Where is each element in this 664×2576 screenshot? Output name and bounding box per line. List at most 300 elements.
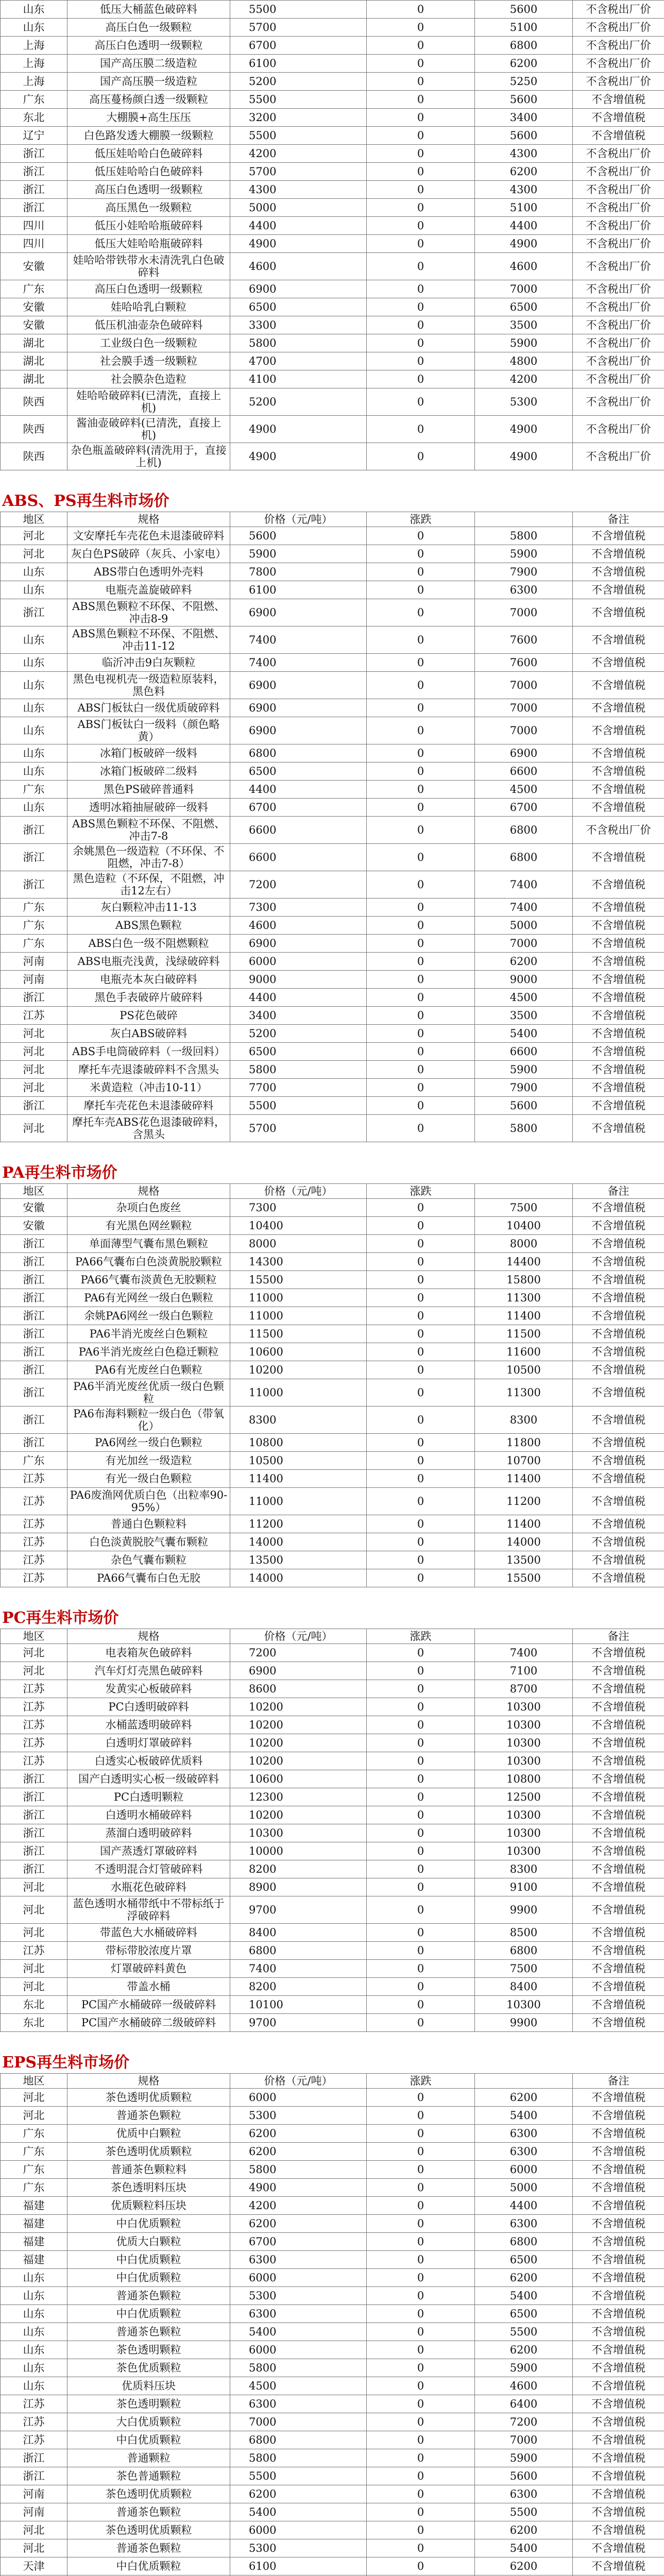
- price-cell: 14300: [230, 1253, 367, 1271]
- note-cell: 不含增值税: [573, 717, 664, 744]
- spec-cell: 娃哈哈带铁带水未清洗乳白色破碎料: [67, 253, 230, 280]
- change-cell: 0: [367, 1007, 475, 1025]
- table-row: [1, 1533, 664, 1551]
- note-cell: 不含增值税: [573, 1470, 664, 1488]
- price-cell: 4900: [230, 416, 367, 443]
- price2-cell: 10500: [475, 1361, 573, 1379]
- region-cell: 浙江: [1, 1434, 67, 1452]
- note-cell: 不含税出厂价: [573, 181, 664, 199]
- spec-cell: 摩托车壳退漆破碎料不含黑头: [67, 1061, 230, 1079]
- change-cell: 0: [367, 762, 475, 781]
- price-cell: 6900: [230, 699, 367, 717]
- change-cell: 0: [367, 1680, 475, 1698]
- change-cell: 0: [367, 1452, 475, 1470]
- region-cell: 河北: [1, 1079, 67, 1097]
- note-cell: 不含增值税: [573, 1271, 664, 1289]
- price2-cell: 10300: [475, 1824, 573, 1842]
- price-cell: 10600: [230, 1770, 367, 1788]
- price-cell: 6200: [230, 2125, 367, 2143]
- region-cell: 四川: [1, 235, 67, 253]
- spec-cell: 国产蒸透灯罩破碎料: [67, 1842, 230, 1860]
- region-cell: 江苏: [1, 1533, 67, 1551]
- header-region-cell: 地区: [1, 2074, 67, 2089]
- change-cell: 0: [367, 1960, 475, 1978]
- table-row: [1, 1325, 664, 1343]
- header-price2-cell: [475, 1629, 573, 1644]
- change-cell: 0: [367, 1235, 475, 1253]
- spec-cell: 高压白色透明一级颗粒: [67, 280, 230, 298]
- table-row: [1, 2125, 664, 2143]
- table-row: [1, 298, 664, 316]
- price2-cell: 11400: [475, 1307, 573, 1325]
- spec-cell: 灰白色PS破碎（灰兵、小家电）: [67, 545, 230, 563]
- change-cell: 0: [367, 844, 475, 871]
- spec-cell: 工业级白色一级颗粒: [67, 334, 230, 352]
- spec-cell: 冰箱门板破碎一级料: [67, 744, 230, 762]
- spec-cell: 带盖水桶: [67, 1978, 230, 1996]
- note-cell: 不含增值税: [573, 1325, 664, 1343]
- spec-cell: 茶色优质颗粒: [67, 2359, 230, 2377]
- note-cell: 不含增值税: [573, 1361, 664, 1379]
- price2-cell: 5400: [475, 1025, 573, 1043]
- table-row: [1, 19, 664, 37]
- region-cell: 浙江: [1, 871, 67, 899]
- price-cell: 11200: [230, 1515, 367, 1533]
- price2-cell: 7600: [475, 626, 573, 654]
- note-cell: 不含增值税: [573, 1924, 664, 1942]
- header-price-cell: 价格（元/吨）: [230, 512, 367, 527]
- change-cell: 0: [367, 199, 475, 217]
- price2-cell: 4400: [475, 217, 573, 235]
- spec-cell: 茶色普通颗粒: [67, 2467, 230, 2485]
- note-cell: 不含增值税: [573, 1734, 664, 1752]
- region-cell: 浙江: [1, 181, 67, 199]
- change-cell: 0: [367, 1043, 475, 1061]
- price-cell: 6000: [230, 953, 367, 971]
- price-cell: 5500: [230, 1, 367, 19]
- price-cell: 10200: [230, 1806, 367, 1824]
- region-cell: 浙江: [1, 1806, 67, 1824]
- table-row: [1, 1551, 664, 1569]
- price-cell: 7400: [230, 1960, 367, 1978]
- note-cell: 不含增值税: [573, 1253, 664, 1271]
- price2-cell: 5000: [475, 917, 573, 935]
- price2-cell: 6200: [475, 2557, 573, 2575]
- price-cell: 7400: [230, 654, 367, 672]
- change-cell: 0: [367, 2359, 475, 2377]
- spec-cell: PS花色破碎: [67, 1007, 230, 1025]
- table-row: [1, 37, 664, 55]
- table-row: [1, 416, 664, 443]
- price-cell: 5800: [230, 334, 367, 352]
- note-cell: 不含增值税: [573, 109, 664, 127]
- price2-cell: 4300: [475, 145, 573, 163]
- table-row: [1, 2539, 664, 2557]
- change-cell: 0: [367, 953, 475, 971]
- change-cell: 0: [367, 334, 475, 352]
- table-row: [1, 2269, 664, 2287]
- price2-cell: 9900: [475, 2014, 573, 2032]
- change-cell: 0: [367, 298, 475, 316]
- price2-cell: 6800: [475, 37, 573, 55]
- price2-cell: 5500: [475, 2323, 573, 2341]
- change-cell: 0: [367, 1662, 475, 1680]
- spec-cell: 低压小娃哈哈瓶破碎料: [67, 217, 230, 235]
- region-cell: 浙江: [1, 145, 67, 163]
- header-spec-cell: 规格: [67, 512, 230, 527]
- price-cell: 11000: [230, 1379, 367, 1406]
- header-price2-cell: [475, 512, 573, 527]
- change-cell: 0: [367, 989, 475, 1007]
- change-cell: 0: [367, 73, 475, 91]
- table-row: [1, 2521, 664, 2539]
- price-cell: 5700: [230, 163, 367, 181]
- price-cell: 11400: [230, 1470, 367, 1488]
- change-cell: 0: [367, 1788, 475, 1806]
- spec-cell: 杂色气囊布颗粒: [67, 1551, 230, 1569]
- note-cell: 不含增值税: [573, 654, 664, 672]
- note-cell: 不含增值税: [573, 2521, 664, 2539]
- price-cell: 6900: [230, 717, 367, 744]
- price2-cell: 14000: [475, 1533, 573, 1551]
- spec-cell: 普通茶色颗粒: [67, 2287, 230, 2305]
- table-row: [1, 2089, 664, 2107]
- price2-cell: 10800: [475, 1770, 573, 1788]
- price-cell: 5800: [230, 2359, 367, 2377]
- price-cell: 4900: [230, 235, 367, 253]
- region-cell: 浙江: [1, 1361, 67, 1379]
- note-cell: 不含增值税: [573, 127, 664, 145]
- price2-cell: 8300: [475, 1406, 573, 1434]
- note-cell: 不含税出厂价: [573, 443, 664, 470]
- change-cell: 0: [367, 626, 475, 654]
- header-note-cell: 备注: [573, 2074, 664, 2089]
- price2-cell: 5100: [475, 19, 573, 37]
- section-title: PA再生料市场价: [2, 1164, 117, 1182]
- price-cell: 13500: [230, 1551, 367, 1569]
- note-cell: 不含增值税: [573, 2014, 664, 2032]
- region-cell: 山东: [1, 654, 67, 672]
- price-cell: 6300: [230, 2395, 367, 2413]
- spec-cell: 社会膜杂色造粒: [67, 370, 230, 388]
- table-row: [1, 717, 664, 744]
- table-row: [1, 2161, 664, 2179]
- region-cell: 浙江: [1, 1235, 67, 1253]
- price-cell: 4500: [230, 2377, 367, 2395]
- price-cell: 10200: [230, 1734, 367, 1752]
- region-cell: 广东: [1, 917, 67, 935]
- price2-cell: 5000: [475, 2179, 573, 2197]
- spec-cell: 茶色透明优质颗粒: [67, 2521, 230, 2539]
- region-cell: 河北: [1, 1115, 67, 1142]
- note-cell: 不含增值税: [573, 1806, 664, 1824]
- spec-cell: 单面薄型气囊布黑色颗粒: [67, 1235, 230, 1253]
- table-row: [1, 581, 664, 599]
- note-cell: 不含增值税: [573, 2341, 664, 2359]
- table-row: [1, 1515, 664, 1533]
- note-cell: 不含增值税: [573, 2305, 664, 2323]
- note-cell: 不含增值税: [573, 2413, 664, 2431]
- price2-cell: 3500: [475, 316, 573, 334]
- change-cell: 0: [367, 2161, 475, 2179]
- spec-cell: 灯罩破碎料黄色: [67, 1960, 230, 1978]
- note-cell: 不含增值税: [573, 1842, 664, 1860]
- region-cell: 广东: [1, 935, 67, 953]
- header-spec-cell: 规格: [67, 1629, 230, 1644]
- spec-cell: PA66气囊布白色淡黄脱胶颗粒: [67, 1253, 230, 1271]
- note-cell: 不含增值税: [573, 2143, 664, 2161]
- note-cell: 不含增值税: [573, 699, 664, 717]
- note-cell: 不含增值税: [573, 2323, 664, 2341]
- price-cell: 6700: [230, 2233, 367, 2251]
- region-cell: 浙江: [1, 1842, 67, 1860]
- spec-cell: 普通茶色颗粒: [67, 2323, 230, 2341]
- price-cell: 6000: [230, 2521, 367, 2539]
- table-row: [1, 1942, 664, 1960]
- change-cell: 0: [367, 1199, 475, 1217]
- region-cell: 山东: [1, 563, 67, 581]
- price2-cell: 8000: [475, 1235, 573, 1253]
- table-row: [1, 799, 664, 817]
- change-cell: 0: [367, 2089, 475, 2107]
- price-cell: 7300: [230, 899, 367, 917]
- change-cell: 0: [367, 781, 475, 799]
- table-row: [1, 388, 664, 416]
- price-cell: 6900: [230, 1662, 367, 1680]
- price2-cell: 7100: [475, 1662, 573, 1680]
- price2-cell: 5900: [475, 334, 573, 352]
- price-cell: 5800: [230, 2161, 367, 2179]
- table-row: [1, 163, 664, 181]
- table-row: [1, 1842, 664, 1860]
- note-cell: 不含增值税: [573, 781, 664, 799]
- table-row: [1, 2197, 664, 2215]
- change-cell: 0: [367, 654, 475, 672]
- price-cell: 15500: [230, 1271, 367, 1289]
- region-cell: 上海: [1, 73, 67, 91]
- spec-cell: PA66气囊布淡黄色无胶颗粒: [67, 1271, 230, 1289]
- table-row: [1, 1770, 664, 1788]
- price-cell: 6100: [230, 581, 367, 599]
- spec-cell: 中白优质颗粒: [67, 2215, 230, 2233]
- table-row: [1, 1235, 664, 1253]
- change-cell: 0: [367, 1115, 475, 1142]
- price2-cell: 7200: [475, 2413, 573, 2431]
- table-row: [1, 1025, 664, 1043]
- region-cell: 广东: [1, 899, 67, 917]
- note-cell: 不含增值税: [573, 1551, 664, 1569]
- region-cell: 山东: [1, 2323, 67, 2341]
- note-cell: 不含增值税: [573, 1307, 664, 1325]
- note-cell: 不含增值税: [573, 917, 664, 935]
- price-cell: 5600: [230, 527, 367, 545]
- spec-cell: 中白优质颗粒: [67, 2251, 230, 2269]
- table-row: [1, 844, 664, 871]
- region-cell: 安徽: [1, 253, 67, 280]
- change-cell: 0: [367, 2323, 475, 2341]
- spec-cell: 中白优质颗粒: [67, 2557, 230, 2575]
- table-row: [1, 1470, 664, 1488]
- note-cell: 不含税出厂价: [573, 55, 664, 73]
- region-cell: 广东: [1, 2125, 67, 2143]
- price2-cell: 4200: [475, 370, 573, 388]
- price2-cell: 10300: [475, 1842, 573, 1860]
- header-region-cell: 地区: [1, 512, 67, 527]
- region-cell: 陕西: [1, 443, 67, 470]
- price2-cell: 6500: [475, 298, 573, 316]
- spec-cell: ABS黑色颗粒不环保、不阻燃、冲击8-9: [67, 599, 230, 626]
- price-cell: 5200: [230, 1025, 367, 1043]
- note-cell: 不含增值税: [573, 2557, 664, 2575]
- region-cell: 浙江: [1, 989, 67, 1007]
- note-cell: 不含增值税: [573, 527, 664, 545]
- price2-cell: 6300: [475, 2143, 573, 2161]
- region-cell: 广东: [1, 2161, 67, 2179]
- change-cell: 0: [367, 2143, 475, 2161]
- header-region-cell: 地区: [1, 1184, 67, 1199]
- price-cell: 9000: [230, 971, 367, 989]
- table-row: [1, 1217, 664, 1235]
- note-cell: 不含增值税: [573, 1942, 664, 1960]
- region-cell: 江苏: [1, 1515, 67, 1533]
- table-row: [1, 316, 664, 334]
- table-row: [1, 2179, 664, 2197]
- note-cell: 不含增值税: [573, 1788, 664, 1806]
- price2-cell: 10300: [475, 1698, 573, 1716]
- price2-cell: 8400: [475, 1978, 573, 1996]
- region-cell: 河北: [1, 1978, 67, 1996]
- change-cell: 0: [367, 1097, 475, 1115]
- table-row: [1, 2323, 664, 2341]
- note-cell: 不含增值税: [573, 1235, 664, 1253]
- change-cell: 0: [367, 1978, 475, 1996]
- price-cell: 10200: [230, 1361, 367, 1379]
- table-row: [1, 1061, 664, 1079]
- spec-cell: 优质料压块: [67, 2377, 230, 2395]
- price-cell: 5800: [230, 2449, 367, 2467]
- region-cell: 浙江: [1, 1097, 67, 1115]
- price-cell: 6900: [230, 599, 367, 626]
- region-cell: 浙江: [1, 1325, 67, 1343]
- table-header-row: [1, 1184, 664, 1199]
- change-cell: 0: [367, 717, 475, 744]
- spec-cell: ABS黑色颗粒不环保、不阻燃、冲击11-12: [67, 626, 230, 654]
- change-cell: 0: [367, 1470, 475, 1488]
- spec-cell: 不透明混合灯管破碎料: [67, 1860, 230, 1878]
- table-row: [1, 1, 664, 19]
- price-cell: 11000: [230, 1488, 367, 1515]
- table-row: [1, 2287, 664, 2305]
- change-cell: 0: [367, 1551, 475, 1569]
- price-cell: 10500: [230, 1452, 367, 1470]
- table-row: [1, 2377, 664, 2395]
- spec-cell: 白透明灯罩破碎料: [67, 1734, 230, 1752]
- table-row: [1, 817, 664, 844]
- price2-cell: 5250: [475, 73, 573, 91]
- price-cell: 10800: [230, 1434, 367, 1452]
- price2-cell: 6900: [475, 744, 573, 762]
- change-cell: 0: [367, 1361, 475, 1379]
- spec-cell: ABS带白色透明外壳料: [67, 563, 230, 581]
- price-cell: 8300: [230, 1406, 367, 1434]
- header-price-cell: 价格（元/吨）: [230, 1629, 367, 1644]
- price2-cell: 6800: [475, 1942, 573, 1960]
- note-cell: 不含税出厂价: [573, 352, 664, 370]
- header-price-cell: 价格（元/吨）: [230, 2074, 367, 2089]
- table-row: [1, 443, 664, 470]
- change-cell: 0: [367, 699, 475, 717]
- region-cell: 浙江: [1, 1770, 67, 1788]
- spec-cell: PA6半消光废丝白色稳迁颗粒: [67, 1343, 230, 1361]
- price2-cell: 4400: [475, 2197, 573, 2215]
- price2-cell: 6600: [475, 762, 573, 781]
- region-cell: 江苏: [1, 1680, 67, 1698]
- table-row: [1, 334, 664, 352]
- note-cell: 不含税出厂价: [573, 370, 664, 388]
- change-cell: 0: [367, 1271, 475, 1289]
- region-cell: 河北: [1, 2539, 67, 2557]
- table-row: [1, 563, 664, 581]
- price2-cell: 7000: [475, 699, 573, 717]
- note-cell: 不含增值税: [573, 1896, 664, 1924]
- table-row: [1, 2431, 664, 2449]
- note-cell: 不含增值税: [573, 91, 664, 109]
- change-cell: 0: [367, 1806, 475, 1824]
- section-title: PC再生料市场价: [2, 1609, 119, 1627]
- region-cell: 上海: [1, 37, 67, 55]
- region-cell: 福建: [1, 2251, 67, 2269]
- price2-cell: 5600: [475, 91, 573, 109]
- table-row: [1, 1806, 664, 1824]
- price-section: [0, 2053, 664, 2576]
- region-cell: 江苏: [1, 1716, 67, 1734]
- change-cell: 0: [367, 1061, 475, 1079]
- price2-cell: 12500: [475, 1788, 573, 1806]
- region-cell: 河北: [1, 1878, 67, 1896]
- price-cell: 5500: [230, 1097, 367, 1115]
- change-cell: 0: [367, 1533, 475, 1551]
- region-cell: 山东: [1, 799, 67, 817]
- price-cell: 10600: [230, 1343, 367, 1361]
- region-cell: 山东: [1, 717, 67, 744]
- change-cell: 0: [367, 2503, 475, 2521]
- price2-cell: 5900: [475, 1061, 573, 1079]
- table-row: [1, 1043, 664, 1061]
- region-cell: 浙江: [1, 1253, 67, 1271]
- note-cell: 不含增值税: [573, 672, 664, 699]
- region-cell: 山东: [1, 581, 67, 599]
- region-cell: 江苏: [1, 1752, 67, 1770]
- table-row: [1, 917, 664, 935]
- region-cell: 广东: [1, 781, 67, 799]
- region-cell: 山东: [1, 2359, 67, 2377]
- price-cell: 6600: [230, 844, 367, 871]
- change-cell: 0: [367, 2341, 475, 2359]
- note-cell: 不含增值税: [573, 2449, 664, 2467]
- spec-cell: 杂项白色废丝: [67, 1199, 230, 1217]
- spec-cell: ABS门板钛白一级优质破碎料: [67, 699, 230, 717]
- region-cell: 浙江: [1, 1343, 67, 1361]
- spec-cell: 汽车灯灯壳黑色破碎料: [67, 1662, 230, 1680]
- spec-cell: ABS电瓶壳浅黄，浅绿破碎料: [67, 953, 230, 971]
- price2-cell: 5400: [475, 2539, 573, 2557]
- table-row: [1, 1569, 664, 1587]
- price2-cell: 7000: [475, 672, 573, 699]
- price2-cell: 6600: [475, 1043, 573, 1061]
- change-cell: 0: [367, 1217, 475, 1235]
- spec-cell: 临沂冲击9白灰颗粒: [67, 654, 230, 672]
- table-row: [1, 253, 664, 280]
